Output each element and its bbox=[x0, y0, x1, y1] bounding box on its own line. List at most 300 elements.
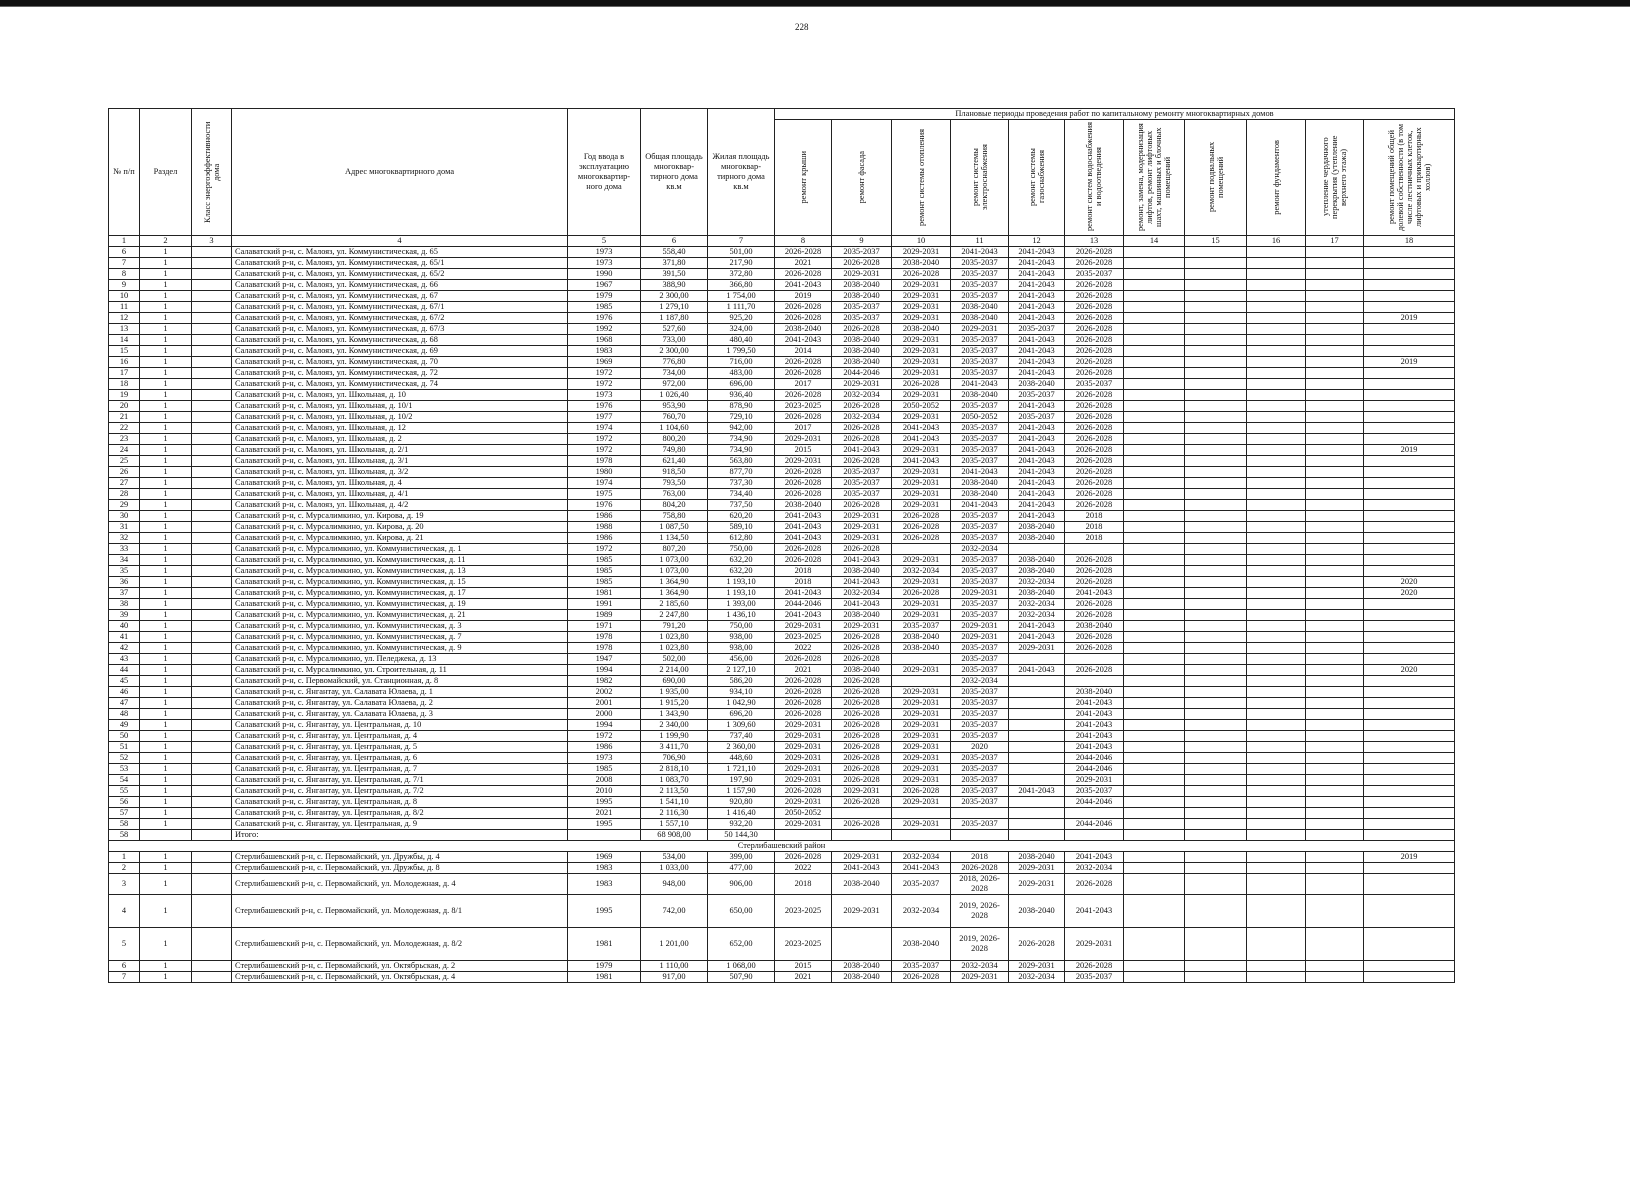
row-period-cell: 2026-2028 bbox=[1009, 927, 1065, 960]
row-period-cell: 2035-2037 bbox=[832, 466, 892, 477]
row-period-cell: 2038-2040 bbox=[1009, 532, 1065, 543]
row-period-cell: 2026-2028 bbox=[892, 268, 951, 279]
row-period-cell bbox=[1124, 686, 1185, 697]
row-period-cell: 2035-2037 bbox=[951, 400, 1009, 411]
row-section: 1 bbox=[140, 708, 192, 719]
row-energy-class bbox=[192, 796, 232, 807]
row-period-cell: 2041-2043 bbox=[1065, 719, 1124, 730]
row-period-cell bbox=[1306, 510, 1364, 521]
row-period-cell: 2026-2028 bbox=[1065, 576, 1124, 587]
row-period-cell bbox=[1124, 719, 1185, 730]
row-period-cell: 2035-2037 bbox=[951, 433, 1009, 444]
row-period-cell: 2026-2028 bbox=[1065, 433, 1124, 444]
row-year: 1983 bbox=[568, 345, 641, 356]
row-year: 1982 bbox=[568, 675, 641, 686]
row-living-area: 563,80 bbox=[708, 455, 775, 466]
row-energy-class bbox=[192, 686, 232, 697]
row-period-cell: 2026-2028 bbox=[832, 433, 892, 444]
row-period-cell: 2038-2040 bbox=[1009, 587, 1065, 598]
row-period-cell: 2035-2037 bbox=[951, 796, 1009, 807]
row-number: 38 bbox=[109, 598, 140, 609]
row-period-cell bbox=[1306, 851, 1364, 862]
row-period-cell: 2032-2034 bbox=[832, 587, 892, 598]
row-period-cell: 2029-2031 bbox=[892, 741, 951, 752]
row-period-cell: 2035-2037 bbox=[951, 763, 1009, 774]
row-period-cell bbox=[1185, 455, 1247, 466]
column-number: 12 bbox=[1009, 235, 1065, 246]
row-section: 1 bbox=[140, 642, 192, 653]
row-period-cell bbox=[1124, 807, 1185, 818]
row-period-cell bbox=[1124, 257, 1185, 268]
row-period-cell bbox=[1185, 268, 1247, 279]
row-period-cell: 2026-2028 bbox=[1065, 960, 1124, 971]
row-energy-class bbox=[192, 719, 232, 730]
row-total-area: 1 557,10 bbox=[641, 818, 708, 829]
row-period-cell: 2026-2028 bbox=[775, 411, 832, 422]
row-period-cell bbox=[1364, 873, 1455, 894]
row-number: 56 bbox=[109, 796, 140, 807]
table-row bbox=[109, 543, 1455, 554]
row-period-cell: 2041-2043 bbox=[1009, 246, 1065, 257]
row-living-area: 1 436,10 bbox=[708, 609, 775, 620]
header-work-text: ремонт системы газоснабжения bbox=[1027, 148, 1046, 207]
row-total-area: 758,80 bbox=[641, 510, 708, 521]
row-living-area: 477,00 bbox=[708, 862, 775, 873]
row-period-cell: 2026-2028 bbox=[832, 400, 892, 411]
total-label: Итого: bbox=[232, 829, 568, 840]
header-work-11 bbox=[1364, 119, 1455, 235]
row-period-cell bbox=[1065, 653, 1124, 664]
row-period-cell: 2041-2043 bbox=[1065, 894, 1124, 927]
row-period-cell: 2050-2052 bbox=[775, 807, 832, 818]
table-row bbox=[109, 697, 1455, 708]
row-period-cell bbox=[1185, 576, 1247, 587]
column-number: 14 bbox=[1124, 235, 1185, 246]
row-period-cell bbox=[892, 653, 951, 664]
row-living-area: 324,00 bbox=[708, 323, 775, 334]
row-period-cell bbox=[1185, 971, 1247, 982]
row-total-area: 527,60 bbox=[641, 323, 708, 334]
row-period-cell bbox=[1306, 521, 1364, 532]
row-period-cell bbox=[1306, 422, 1364, 433]
row-period-cell: 2029-2031 bbox=[775, 620, 832, 631]
table-row bbox=[109, 631, 1455, 642]
row-period-cell bbox=[1247, 389, 1306, 400]
row-period-cell bbox=[1306, 818, 1364, 829]
row-energy-class bbox=[192, 971, 232, 982]
row-total-area: 558,40 bbox=[641, 246, 708, 257]
row-period-cell: 2018 bbox=[775, 873, 832, 894]
column-number: 2 bbox=[140, 235, 192, 246]
row-period-cell: 2019, 2026-2028 bbox=[951, 894, 1009, 927]
row-period-cell: 2035-2037 bbox=[951, 576, 1009, 587]
row-period-cell: 2029-2031 bbox=[832, 510, 892, 521]
row-energy-class bbox=[192, 246, 232, 257]
row-period-cell: 2026-2028 bbox=[775, 554, 832, 565]
row-period-cell: 2026-2028 bbox=[1065, 279, 1124, 290]
row-period-cell: 2041-2043 bbox=[1009, 268, 1065, 279]
row-total-area: 1 187,80 bbox=[641, 312, 708, 323]
header-energy-class-text: Класс энергоэффективности дома bbox=[202, 121, 221, 223]
row-address: Салаватский р-н, с. Малояз, ул. Школьная, д. 10/2 bbox=[232, 411, 568, 422]
row-period-cell bbox=[1306, 686, 1364, 697]
row-period-cell: 2029-2031 bbox=[892, 411, 951, 422]
row-number: 44 bbox=[109, 664, 140, 675]
row-address: Стерлибашевский р-н, с. Первомайский, ул. Молодежная, д. 8/1 bbox=[232, 894, 568, 927]
row-period-cell: 2041-2043 bbox=[832, 444, 892, 455]
row-period-cell bbox=[1124, 466, 1185, 477]
row-year: 1983 bbox=[568, 873, 641, 894]
row-period-cell bbox=[1009, 763, 1065, 774]
row-period-cell bbox=[1247, 257, 1306, 268]
row-period-cell: 2029-2031 bbox=[951, 323, 1009, 334]
row-section: 1 bbox=[140, 356, 192, 367]
row-period-cell bbox=[1306, 763, 1364, 774]
row-total-area: 690,00 bbox=[641, 675, 708, 686]
row-energy-class bbox=[192, 455, 232, 466]
row-period-cell: 2038-2040 bbox=[951, 301, 1009, 312]
header-work-text: ремонт системы электроснабжения bbox=[970, 144, 989, 211]
row-period-cell bbox=[1247, 960, 1306, 971]
row-period-cell bbox=[1185, 862, 1247, 873]
row-period-cell bbox=[1364, 862, 1455, 873]
row-number: 13 bbox=[109, 323, 140, 334]
row-period-cell bbox=[1247, 422, 1306, 433]
row-period-cell: 2044-2046 bbox=[1065, 763, 1124, 774]
row-address: Салаватский р-н, с. Малояз, ул. Школьная, д. 4/1 bbox=[232, 488, 568, 499]
row-period-cell bbox=[1009, 686, 1065, 697]
row-total-area: 1 026,40 bbox=[641, 389, 708, 400]
row-year: 1992 bbox=[568, 323, 641, 334]
row-energy-class bbox=[192, 433, 232, 444]
row-section: 1 bbox=[140, 499, 192, 510]
row-total-area: 2 818,10 bbox=[641, 763, 708, 774]
row-period-cell: 2026-2028 bbox=[775, 389, 832, 400]
row-period-cell bbox=[1185, 543, 1247, 554]
table-row bbox=[109, 565, 1455, 576]
row-period-cell: 2050-2052 bbox=[892, 400, 951, 411]
row-period-cell bbox=[1247, 851, 1306, 862]
row-period-cell: 2041-2043 bbox=[1009, 488, 1065, 499]
table-row bbox=[109, 653, 1455, 664]
row-period-cell: 2029-2031 bbox=[832, 532, 892, 543]
row-section: 1 bbox=[140, 598, 192, 609]
row-living-area: 932,20 bbox=[708, 818, 775, 829]
row-energy-class bbox=[192, 697, 232, 708]
row-number: 29 bbox=[109, 499, 140, 510]
row-address: Салаватский р-н, с. Янгантау, ул. Центральная, д. 10 bbox=[232, 719, 568, 730]
row-number: 47 bbox=[109, 697, 140, 708]
row-period-cell: 2026-2028 bbox=[775, 675, 832, 686]
row-period-cell bbox=[1185, 477, 1247, 488]
row-period-cell bbox=[1306, 894, 1364, 927]
row-period-cell: 2026-2028 bbox=[832, 730, 892, 741]
row-number: 5 bbox=[109, 927, 140, 960]
row-period-cell: 2038-2040 bbox=[1009, 851, 1065, 862]
table-row bbox=[109, 323, 1455, 334]
row-period-cell bbox=[1124, 246, 1185, 257]
row-period-cell bbox=[1247, 279, 1306, 290]
row-period-cell: 2021 bbox=[775, 971, 832, 982]
row-period-cell: 2038-2040 bbox=[951, 389, 1009, 400]
row-period-cell bbox=[1364, 675, 1455, 686]
row-address: Салаватский р-н, с. Янгантау, ул. Центральная, д. 6 bbox=[232, 752, 568, 763]
total-empty bbox=[1306, 829, 1364, 840]
row-period-cell: 2041-2043 bbox=[1009, 367, 1065, 378]
table-row bbox=[109, 389, 1455, 400]
total-number: 58 bbox=[109, 829, 140, 840]
row-period-cell bbox=[1185, 587, 1247, 598]
row-energy-class bbox=[192, 675, 232, 686]
row-period-cell bbox=[1364, 960, 1455, 971]
row-period-cell bbox=[1306, 378, 1364, 389]
row-energy-class bbox=[192, 466, 232, 477]
row-section: 1 bbox=[140, 664, 192, 675]
table-row bbox=[109, 818, 1455, 829]
row-period-cell bbox=[1247, 345, 1306, 356]
table-row bbox=[109, 290, 1455, 301]
row-address: Салаватский р-н, с. Мурсалимкино, ул. Коммунистическая, д. 11 bbox=[232, 554, 568, 565]
row-period-cell bbox=[1185, 873, 1247, 894]
row-period-cell bbox=[1185, 686, 1247, 697]
row-period-cell: 2041-2043 bbox=[1009, 444, 1065, 455]
row-period-cell bbox=[1247, 894, 1306, 927]
row-energy-class bbox=[192, 422, 232, 433]
row-period-cell: 2035-2037 bbox=[951, 664, 1009, 675]
row-period-cell bbox=[1247, 642, 1306, 653]
header-work-1 bbox=[775, 119, 832, 235]
table-row bbox=[109, 334, 1455, 345]
row-living-area: 936,40 bbox=[708, 389, 775, 400]
row-period-cell: 2038-2040 bbox=[892, 323, 951, 334]
row-address: Стерлибашевский р-н, с. Первомайский, ул. Дружбы, д. 8 bbox=[232, 862, 568, 873]
row-period-cell: 2019 bbox=[1364, 312, 1455, 323]
row-period-cell: 2029-2031 bbox=[892, 818, 951, 829]
table-row bbox=[109, 730, 1455, 741]
column-number: 13 bbox=[1065, 235, 1124, 246]
row-period-cell: 2041-2043 bbox=[1009, 477, 1065, 488]
row-period-cell bbox=[1247, 741, 1306, 752]
table-row bbox=[109, 554, 1455, 565]
row-number: 12 bbox=[109, 312, 140, 323]
table-row bbox=[109, 477, 1455, 488]
row-period-cell: 2038-2040 bbox=[775, 499, 832, 510]
row-energy-class bbox=[192, 708, 232, 719]
row-period-cell bbox=[1247, 719, 1306, 730]
row-year: 1979 bbox=[568, 960, 641, 971]
row-period-cell: 2035-2037 bbox=[951, 598, 1009, 609]
row-period-cell: 2038-2040 bbox=[1009, 894, 1065, 927]
row-period-cell bbox=[1124, 433, 1185, 444]
row-period-cell: 2018 bbox=[775, 565, 832, 576]
table-row bbox=[109, 741, 1455, 752]
row-period-cell: 2026-2028 bbox=[1065, 444, 1124, 455]
row-period-cell: 2029-2031 bbox=[892, 444, 951, 455]
row-living-area: 586,20 bbox=[708, 675, 775, 686]
row-period-cell: 2026-2028 bbox=[1065, 642, 1124, 653]
row-period-cell: 2026-2028 bbox=[1065, 246, 1124, 257]
row-period-cell: 2041-2043 bbox=[832, 576, 892, 587]
row-period-cell bbox=[1306, 598, 1364, 609]
row-period-cell: 2029-2031 bbox=[775, 818, 832, 829]
column-number: 3 bbox=[192, 235, 232, 246]
row-period-cell bbox=[1364, 389, 1455, 400]
row-period-cell: 2029-2031 bbox=[832, 620, 892, 631]
row-energy-class bbox=[192, 565, 232, 576]
table-row bbox=[109, 400, 1455, 411]
row-period-cell: 2019 bbox=[1364, 356, 1455, 367]
row-energy-class bbox=[192, 345, 232, 356]
row-period-cell: 2026-2028 bbox=[1065, 609, 1124, 620]
row-period-cell bbox=[1247, 400, 1306, 411]
row-period-cell bbox=[1124, 862, 1185, 873]
row-period-cell bbox=[1124, 565, 1185, 576]
row-period-cell bbox=[1009, 807, 1065, 818]
row-section: 1 bbox=[140, 455, 192, 466]
row-period-cell bbox=[1124, 279, 1185, 290]
row-energy-class bbox=[192, 510, 232, 521]
row-period-cell: 2029-2031 bbox=[775, 433, 832, 444]
row-period-cell: 2026-2028 bbox=[1065, 367, 1124, 378]
row-period-cell bbox=[1306, 400, 1364, 411]
row-period-cell bbox=[1124, 532, 1185, 543]
row-period-cell: 2023-2025 bbox=[775, 927, 832, 960]
row-living-area: 938,00 bbox=[708, 642, 775, 653]
row-period-cell: 2029-2031 bbox=[832, 785, 892, 796]
row-energy-class bbox=[192, 444, 232, 455]
row-energy-class bbox=[192, 631, 232, 642]
column-number: 15 bbox=[1185, 235, 1247, 246]
row-period-cell: 2038-2040 bbox=[832, 609, 892, 620]
row-period-cell: 2026-2028 bbox=[775, 686, 832, 697]
row-section: 1 bbox=[140, 807, 192, 818]
row-period-cell: 2041-2043 bbox=[1009, 631, 1065, 642]
row-period-cell: 2035-2037 bbox=[832, 246, 892, 257]
row-period-cell bbox=[1185, 257, 1247, 268]
row-section: 1 bbox=[140, 279, 192, 290]
row-period-cell bbox=[1185, 312, 1247, 323]
row-period-cell bbox=[1124, 422, 1185, 433]
header-address: Адрес многоквартирного дома bbox=[232, 109, 568, 236]
row-year: 1972 bbox=[568, 433, 641, 444]
row-address: Салаватский р-н, с. Мурсалимкино, ул. Коммунистическая, д. 7 bbox=[232, 631, 568, 642]
row-period-cell: 2026-2028 bbox=[1065, 565, 1124, 576]
row-number: 18 bbox=[109, 378, 140, 389]
row-period-cell: 2026-2028 bbox=[775, 477, 832, 488]
row-living-area: 650,00 bbox=[708, 894, 775, 927]
row-section: 1 bbox=[140, 620, 192, 631]
row-period-cell bbox=[1247, 818, 1306, 829]
row-period-cell bbox=[1306, 862, 1364, 873]
row-year: 1980 bbox=[568, 466, 641, 477]
row-section: 1 bbox=[140, 378, 192, 389]
row-period-cell bbox=[1124, 894, 1185, 927]
row-energy-class bbox=[192, 774, 232, 785]
row-period-cell: 2035-2037 bbox=[951, 609, 1009, 620]
row-section: 1 bbox=[140, 301, 192, 312]
row-period-cell: 2026-2028 bbox=[832, 631, 892, 642]
row-period-cell: 2029-2031 bbox=[951, 620, 1009, 631]
row-period-cell bbox=[1306, 609, 1364, 620]
row-period-cell bbox=[1247, 686, 1306, 697]
row-number: 40 bbox=[109, 620, 140, 631]
row-period-cell: 2026-2028 bbox=[832, 642, 892, 653]
total-empty bbox=[775, 829, 832, 840]
row-period-cell bbox=[1247, 631, 1306, 642]
row-period-cell: 2035-2037 bbox=[832, 301, 892, 312]
row-period-cell: 2026-2028 bbox=[1065, 631, 1124, 642]
row-period-cell bbox=[1247, 532, 1306, 543]
row-total-area: 2 300,00 bbox=[641, 345, 708, 356]
row-energy-class bbox=[192, 477, 232, 488]
row-total-area: 972,00 bbox=[641, 378, 708, 389]
row-period-cell: 2038-2040 bbox=[1009, 378, 1065, 389]
row-number: 42 bbox=[109, 642, 140, 653]
row-living-area: 696,00 bbox=[708, 378, 775, 389]
row-number: 2 bbox=[109, 862, 140, 873]
row-year: 1972 bbox=[568, 367, 641, 378]
row-total-area: 2 300,00 bbox=[641, 290, 708, 301]
row-period-cell: 2035-2037 bbox=[951, 510, 1009, 521]
row-period-cell: 2019 bbox=[775, 290, 832, 301]
row-period-cell bbox=[1364, 971, 1455, 982]
row-period-cell: 2041-2043 bbox=[775, 521, 832, 532]
row-living-area: 483,00 bbox=[708, 367, 775, 378]
row-address: Салаватский р-н, с. Малояз, ул. Коммунистическая, д. 69 bbox=[232, 345, 568, 356]
column-number: 18 bbox=[1364, 235, 1455, 246]
row-section: 1 bbox=[140, 851, 192, 862]
row-section: 1 bbox=[140, 554, 192, 565]
row-period-cell: 2026-2028 bbox=[775, 697, 832, 708]
row-year: 1994 bbox=[568, 664, 641, 675]
row-total-area: 1 201,00 bbox=[641, 927, 708, 960]
row-living-area: 750,00 bbox=[708, 620, 775, 631]
row-year: 1985 bbox=[568, 301, 641, 312]
row-period-cell bbox=[1247, 554, 1306, 565]
column-number: 17 bbox=[1306, 235, 1364, 246]
row-year: 1974 bbox=[568, 422, 641, 433]
row-number: 58 bbox=[109, 818, 140, 829]
row-number: 27 bbox=[109, 477, 140, 488]
row-period-cell: 2035-2037 bbox=[951, 554, 1009, 565]
table-row bbox=[109, 873, 1455, 894]
row-address: Салаватский р-н, с. Мурсалимкино, ул. Коммунистическая, д. 15 bbox=[232, 576, 568, 587]
column-number: 10 bbox=[892, 235, 951, 246]
row-period-cell: 2041-2043 bbox=[832, 862, 892, 873]
row-number: 6 bbox=[109, 960, 140, 971]
row-section: 1 bbox=[140, 466, 192, 477]
row-period-cell bbox=[1124, 488, 1185, 499]
row-year: 1978 bbox=[568, 642, 641, 653]
row-living-area: 729,10 bbox=[708, 411, 775, 422]
row-number: 15 bbox=[109, 345, 140, 356]
row-period-cell bbox=[1247, 609, 1306, 620]
row-period-cell bbox=[1247, 752, 1306, 763]
row-section: 1 bbox=[140, 543, 192, 554]
table-row bbox=[109, 894, 1455, 927]
row-period-cell bbox=[1364, 774, 1455, 785]
row-living-area: 737,50 bbox=[708, 499, 775, 510]
row-period-cell bbox=[1247, 587, 1306, 598]
capital-repair-table bbox=[108, 108, 1455, 983]
row-period-cell: 2035-2037 bbox=[951, 785, 1009, 796]
row-address: Салаватский р-н, с. Малояз, ул. Школьная, д. 10 bbox=[232, 389, 568, 400]
row-period-cell bbox=[892, 807, 951, 818]
row-period-cell bbox=[1124, 697, 1185, 708]
row-section: 1 bbox=[140, 290, 192, 301]
row-period-cell: 2035-2037 bbox=[951, 708, 1009, 719]
row-period-cell: 2041-2043 bbox=[1009, 301, 1065, 312]
